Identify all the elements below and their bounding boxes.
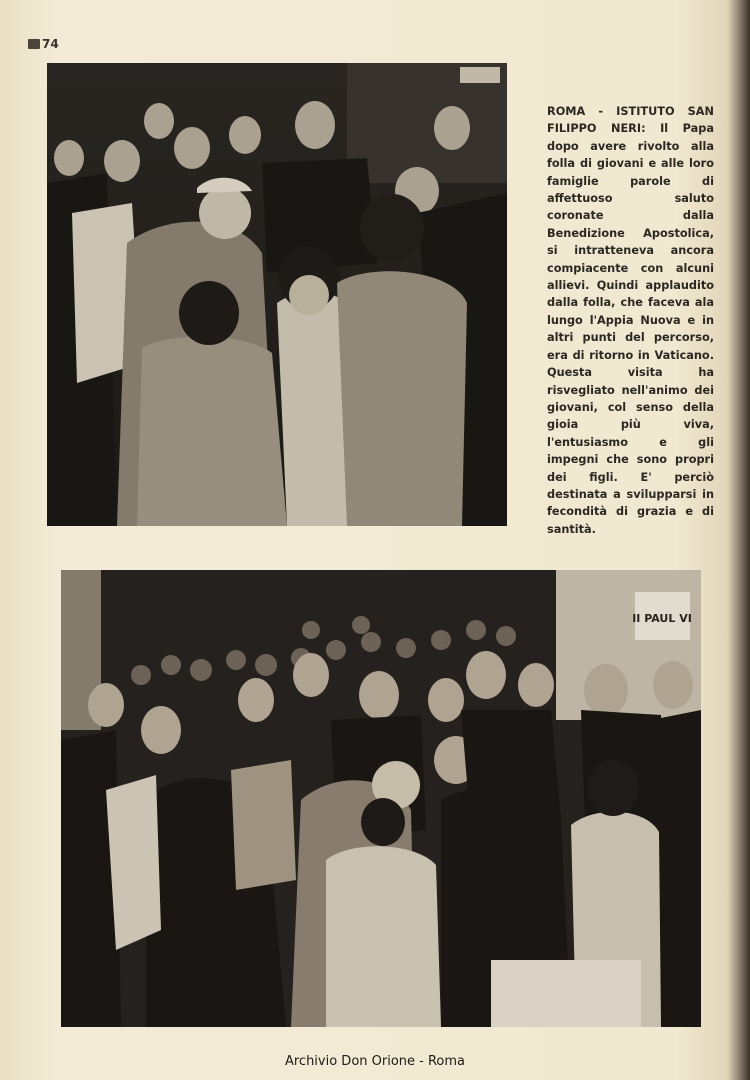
archive-footer: Archivio Don Orione - Roma <box>284 1054 466 1069</box>
photo-pope-greeting-students <box>47 63 507 526</box>
photo-caption <box>547 103 714 538</box>
caption-lead: ROMA - ISTITUTO SAN FILIPPO NERI: <box>547 105 714 136</box>
photo-1-image <box>47 63 507 526</box>
magazine-logo-icon <box>28 39 40 49</box>
page-number-text: 74 <box>42 37 59 51</box>
photo-pope-with-crowd <box>61 570 701 1027</box>
photo-2-image <box>61 570 701 1027</box>
photo-2-sign: II PAUL VI <box>632 612 692 625</box>
caption-body: Il Papa dopo avere rivolto alla folla di giovani e alle loro famiglie parole di affettuoso saluto coronate dalla Benedizione Apostolica, si intratteneva ancora compiacente con alcuni allievi. Quindi applaudito dalla folla, che faceva ala lungo l'Appia Nuova e in altri punti del percorso, era di ritorno in Vaticano. Questa visita ha risvegliato nell'animo dei giovani, col senso della gioia più viva, l'entusiasmo e gli impegni che sono propri dei figli. E' perciò destinata a svilupparsi in fecondità di grazia e di santità. <box>547 122 714 536</box>
page-number <box>28 37 59 51</box>
